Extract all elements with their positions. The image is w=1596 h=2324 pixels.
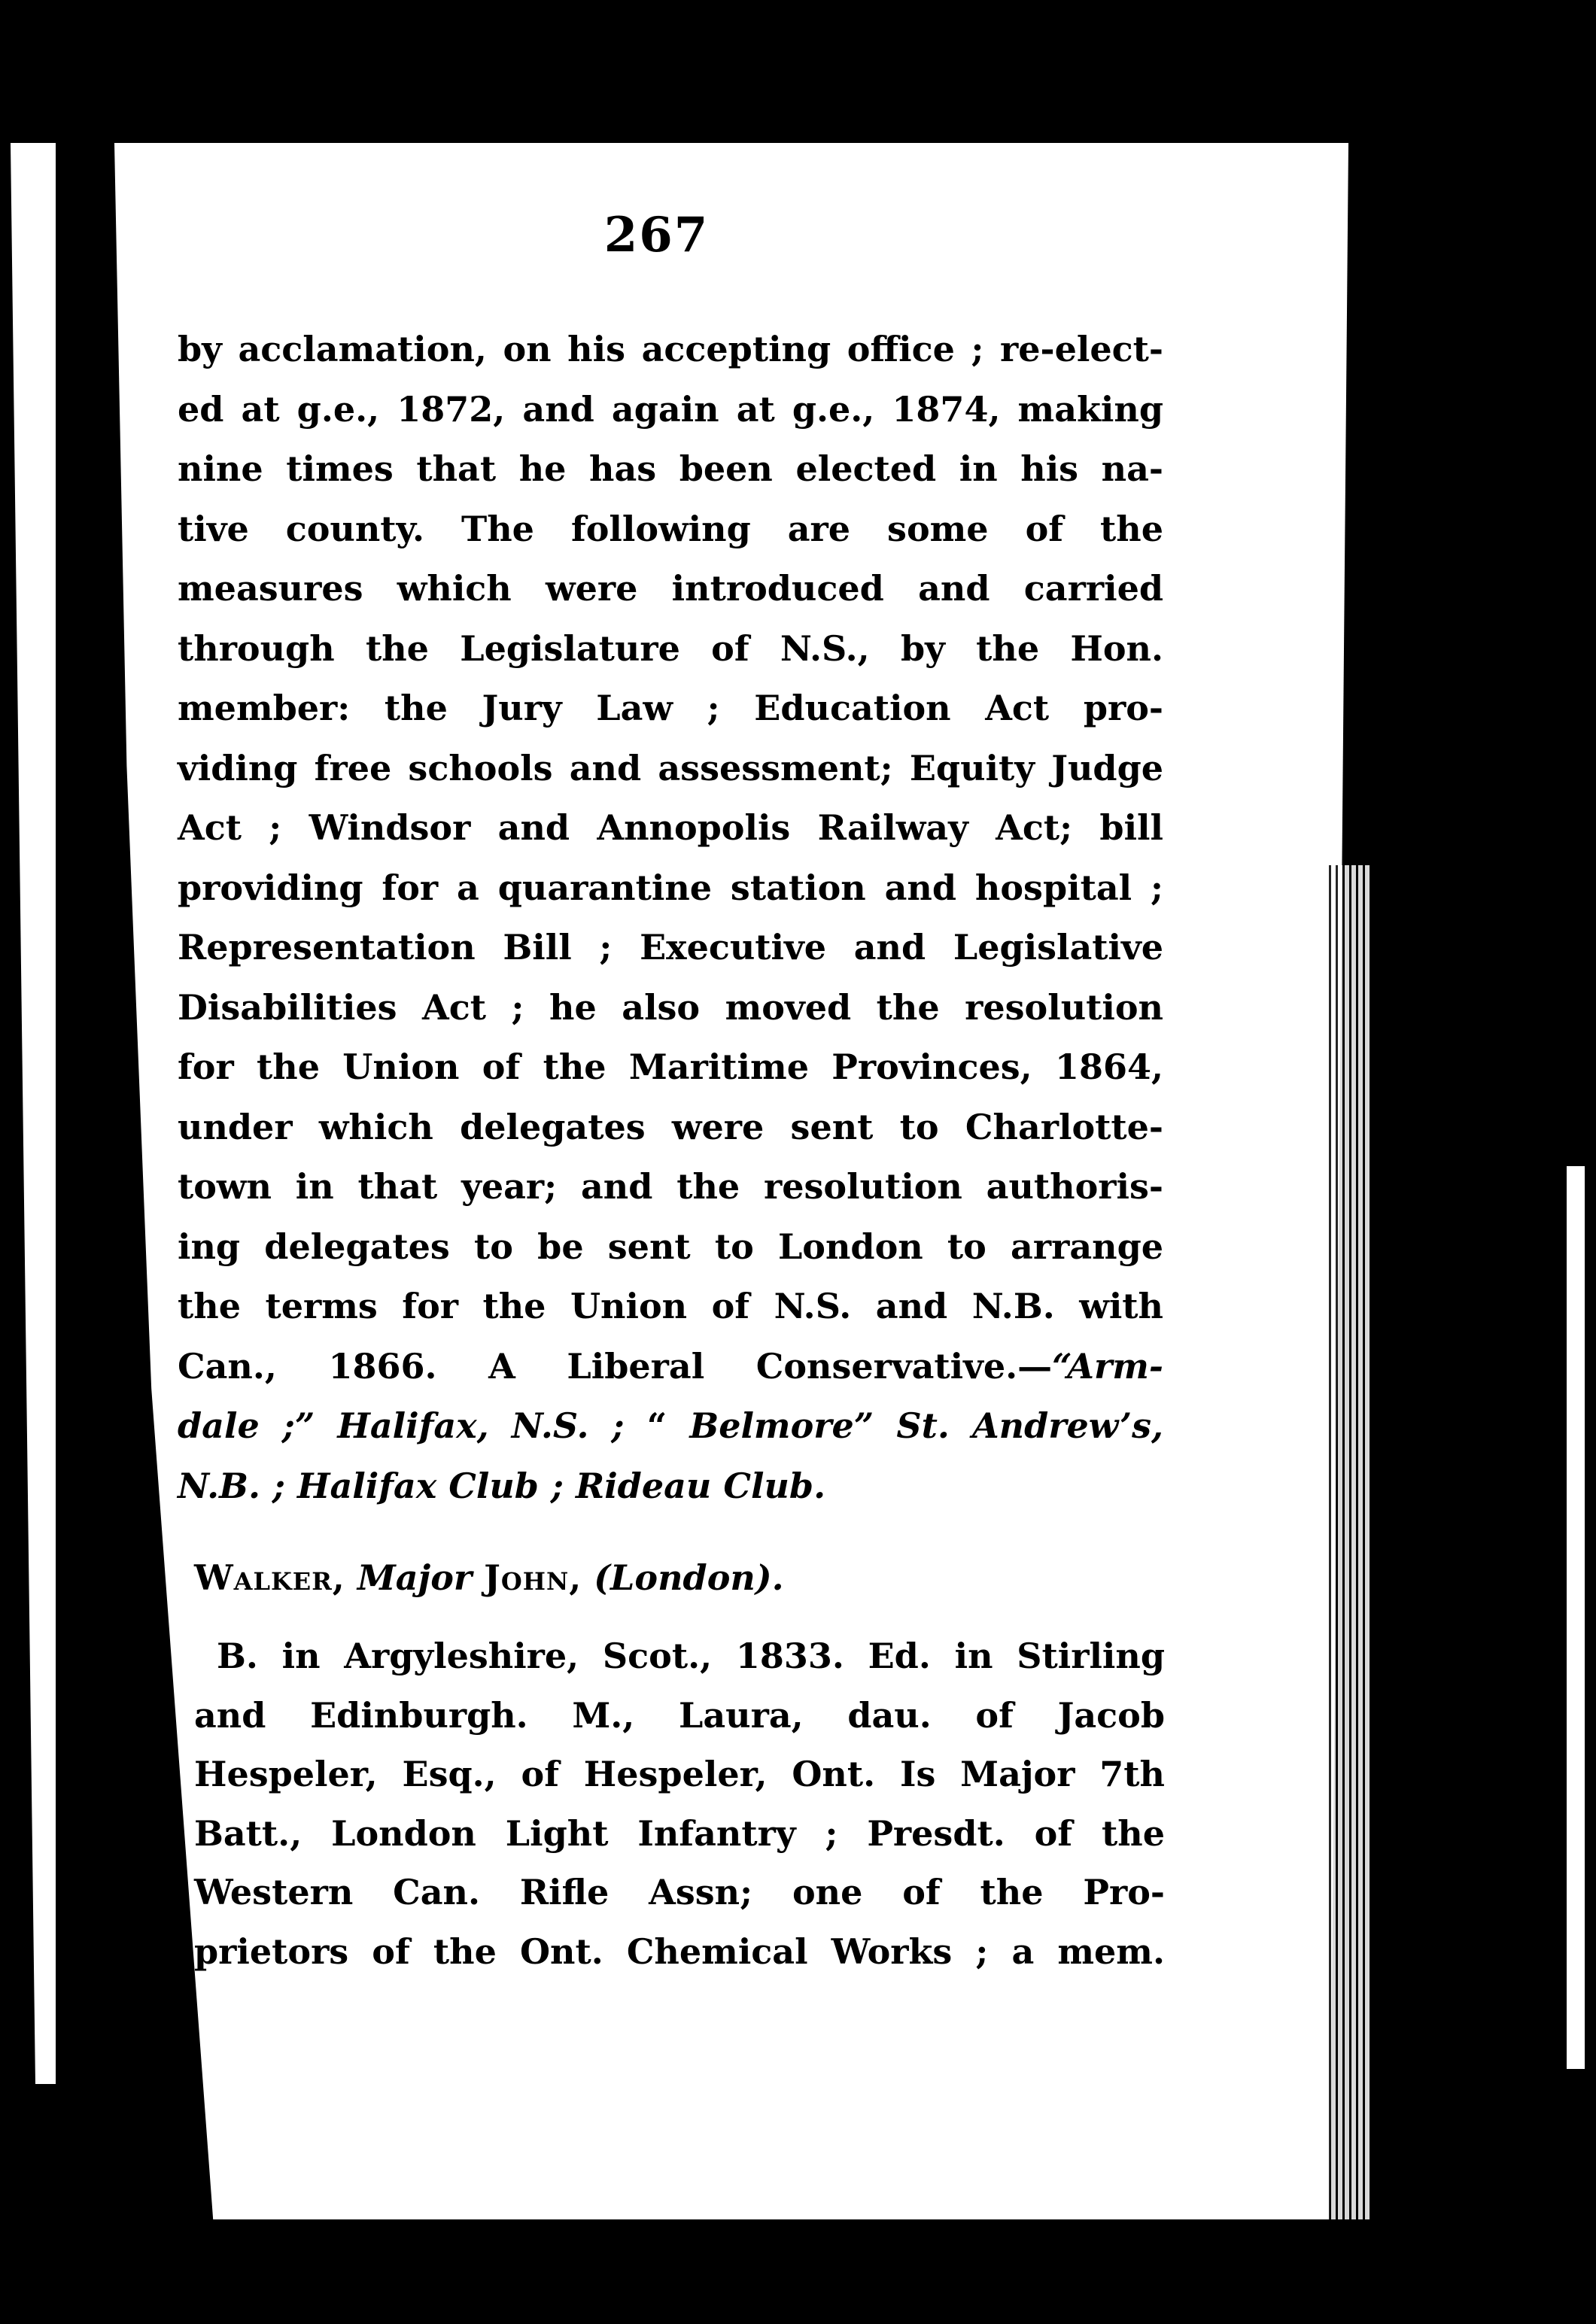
entry-heading (194, 1548, 1165, 1609)
text-fragment: “ (624, 1405, 690, 1446)
entry-surname: Walker, (194, 1557, 345, 1598)
entry-rank: Major (357, 1557, 473, 1598)
italic-fragment: dale ;” Halifax, N.S. ; (178, 1405, 625, 1446)
walker-entry (194, 1548, 1165, 1981)
italic-fragment: Belmore” St. Andrew’s, (689, 1405, 1163, 1446)
entry-given-name: John, (484, 1557, 582, 1598)
page-number: 267 (603, 207, 710, 263)
text-line: Representation Bill ; Executive and Legislative (178, 927, 1163, 968)
text-line: by acclamation, on his accepting office ; re-elect- (178, 329, 1163, 369)
text-line: for the Union of the Maritime Provinces, 1864, (178, 1047, 1163, 1087)
text-line: providing for a quarantine station and hospital ; (178, 867, 1163, 908)
text-line: Batt., London Light Infantry ; Presdt. of the (194, 1812, 1165, 1854)
text-line-mixed (178, 1337, 1163, 1397)
facing-page-edge (11, 143, 56, 2084)
text-line: measures which were introduced and carried (178, 568, 1163, 609)
text-fragment: Can., 1866. A Liberal Conservative.— (178, 1345, 1053, 1387)
text-line: tive county. The following are some of the (178, 508, 1163, 549)
text-line: nine times that he has been elected in his na- (178, 448, 1163, 489)
text-line: Act ; Windsor and Annopolis Railway Act; bill (178, 807, 1163, 848)
italic-fragment: “Arm- (1052, 1345, 1163, 1387)
continued-entry-text (178, 320, 1163, 1516)
right-page-edge (1567, 1166, 1585, 2069)
text-line: and Edinburgh. M., Laura, dau. of Jacob (194, 1694, 1165, 1736)
page-stack-edge (1324, 865, 1370, 2219)
text-line: Disabilities Act ; he also moved the resolution (178, 986, 1163, 1028)
entry-place: (London). (594, 1557, 784, 1598)
text-line-mixed (178, 1396, 1163, 1457)
text-line: member: the Jury Law ; Education Act pro- (178, 688, 1163, 728)
text-line: through the Legislature of N.S., by the Hon. (178, 627, 1163, 669)
text-line: the terms for the Union of N.S. and N.B. with (178, 1286, 1163, 1326)
text-line: town in that year; and the resolution authoris- (178, 1166, 1163, 1207)
text-line: under which delegates were sent to Charlotte- (178, 1106, 1163, 1147)
text-line: Western Can. Rifle Assn; one of the Pro- (194, 1872, 1165, 1912)
text-line: Hespeler, Esq., of Hespeler, Ont. Is Major 7th (194, 1754, 1165, 1794)
text-line: ed at g.e., 1872, and again at g.e., 1874, making (178, 388, 1163, 430)
text-line: viding free schools and assessment; Equity Judge (178, 747, 1163, 788)
text-line: N.B. ; Halifax Club ; Rideau Club. (178, 1465, 826, 1506)
text-line: B. in Argyleshire, Scot., 1833. Ed. in Stirling (217, 1636, 1165, 1676)
text-line: ing delegates to be sent to London to arrange (178, 1226, 1163, 1267)
text-line: prietors of the Ont. Chemical Works ; a mem. (194, 1931, 1165, 1972)
